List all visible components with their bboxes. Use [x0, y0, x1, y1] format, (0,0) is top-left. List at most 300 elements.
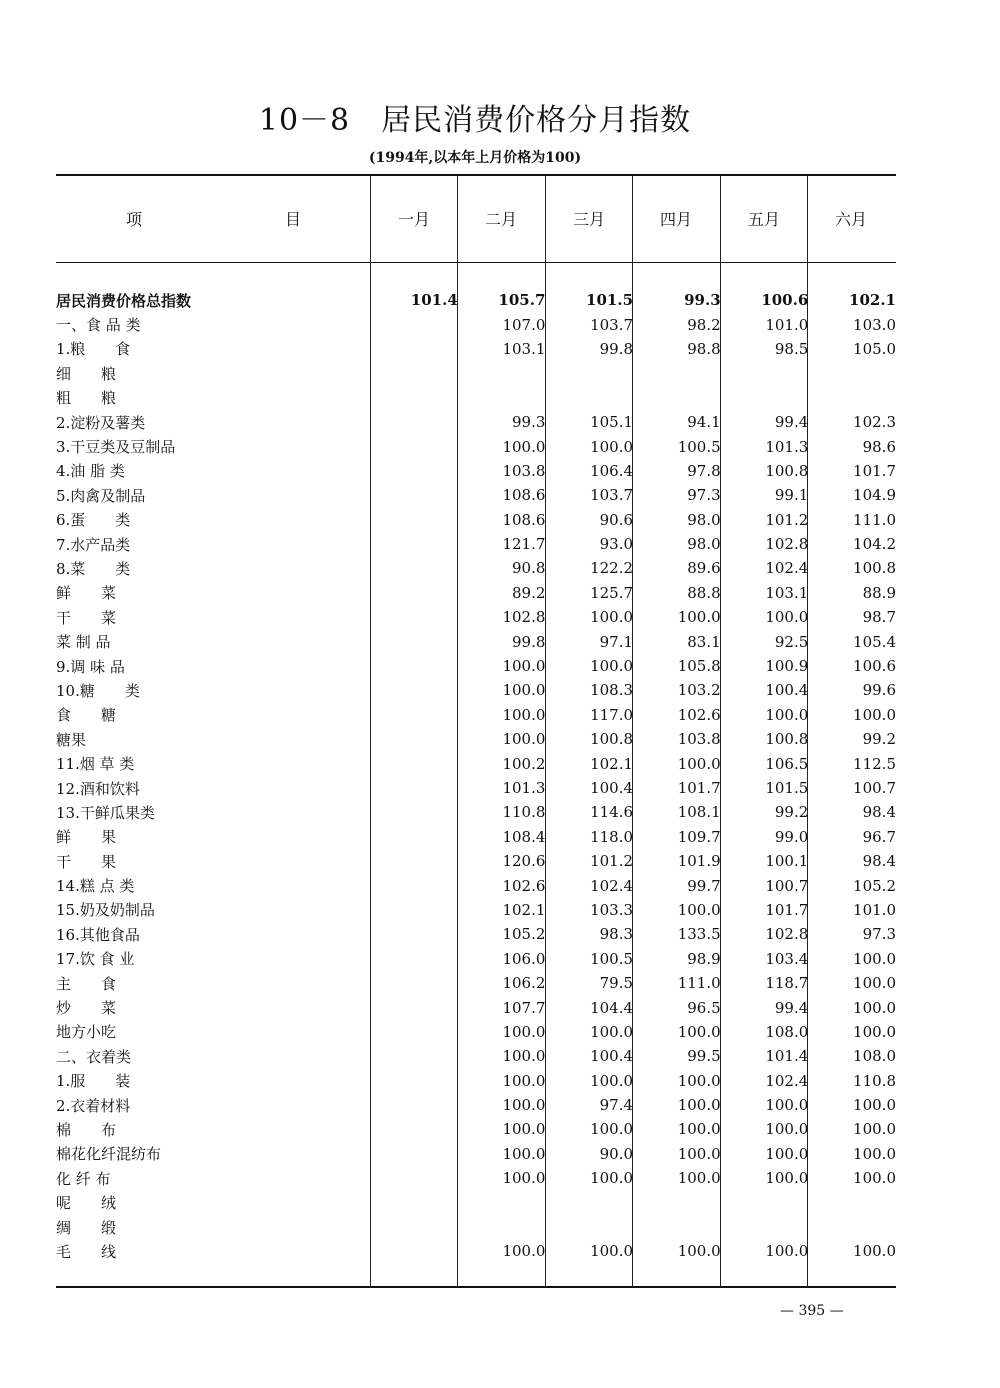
table-row	[56, 288, 896, 312]
cell-month-5: 103.4	[765, 949, 809, 968]
row-label: 糖果	[56, 730, 87, 749]
cell-month-4: 101.7	[677, 779, 721, 797]
table-row	[56, 1190, 896, 1214]
cell-month-1	[370, 556, 458, 580]
cell-month-2: 100.0	[502, 1242, 546, 1261]
cell-month-4: 111.0	[677, 974, 721, 993]
cell-month-6	[808, 1190, 896, 1214]
cell-month-3: 90.6	[599, 510, 634, 529]
cell-month-6: 98.7	[862, 608, 896, 627]
cell-month-5: 100.0	[765, 1144, 809, 1163]
table-row	[56, 459, 896, 483]
table-row	[56, 629, 896, 653]
cell-month-1	[370, 1020, 458, 1044]
cell-month-4: 98.9	[687, 949, 721, 968]
cell-month-5: 101.2	[765, 510, 809, 529]
cell-month-1	[370, 922, 458, 946]
row-label: 2.淀粉及薯类	[56, 413, 146, 432]
cell-month-2: 107.7	[502, 998, 546, 1017]
cell-month-6: 88.9	[862, 583, 896, 602]
cell-month-5: 101.5	[765, 779, 809, 797]
cell-month-3: 100.0	[590, 1242, 634, 1261]
cell-month-6: 100.7	[853, 779, 896, 797]
table-row	[56, 898, 896, 922]
table-row	[56, 703, 896, 727]
cell-month-6: 99.6	[862, 681, 896, 700]
cell-month-1	[370, 654, 458, 678]
cell-month-5: 100.8	[765, 461, 809, 480]
cell-month-2: 105.2	[502, 925, 546, 944]
cell-month-6: 100.0	[853, 1169, 896, 1188]
cell-month-2: 107.0	[502, 315, 546, 334]
cell-month-4: 100.0	[677, 608, 721, 627]
row-label: 二、衣着类	[56, 1047, 132, 1066]
cell-month-1	[370, 386, 458, 410]
cell-month-5: 98.5	[774, 339, 809, 358]
cell-month-1	[370, 1215, 458, 1239]
cell-month-3: 122.2	[590, 559, 634, 578]
cell-month-4: 100.0	[677, 1120, 721, 1139]
cell-month-2: 108.6	[502, 510, 546, 529]
cell-month-3: 125.7	[590, 583, 634, 602]
cell-month-2: 102.1	[502, 900, 546, 919]
table-row	[56, 532, 896, 556]
row-label: 炒 菜	[56, 999, 117, 1018]
cell-month-6: 104.2	[853, 535, 896, 554]
table-row	[56, 361, 896, 385]
row-label: 3.干豆类及豆制品	[56, 438, 176, 457]
cell-month-3	[545, 386, 633, 410]
table-bottom-rule	[56, 1286, 896, 1288]
cell-month-6: 100.0	[853, 998, 896, 1017]
table-row	[56, 922, 896, 946]
cell-month-1	[370, 1239, 458, 1263]
cell-month-6	[808, 386, 896, 410]
cell-month-2: 100.0	[502, 1022, 546, 1041]
row-label: 13.干鲜瓜果类	[56, 803, 155, 822]
cell-month-6: 102.1	[849, 291, 896, 310]
cell-month-3: 103.3	[590, 900, 634, 919]
cell-month-1	[370, 678, 458, 702]
table-row	[56, 556, 896, 580]
cell-month-5: 108.0	[765, 1022, 809, 1041]
cell-month-1	[370, 459, 458, 483]
cell-month-5	[721, 1215, 809, 1239]
row-label: 干 菜	[56, 608, 117, 627]
cell-month-2: 102.6	[502, 876, 546, 895]
cell-month-3: 79.5	[599, 974, 634, 993]
cell-month-2: 100.0	[502, 681, 546, 700]
cell-month-1	[370, 751, 458, 775]
cell-month-2: 100.0	[502, 1047, 546, 1066]
table-row	[56, 727, 896, 751]
cell-month-5: 101.7	[765, 900, 809, 919]
row-label: 菜 制 品	[56, 633, 111, 652]
cell-month-1	[370, 508, 458, 532]
cell-month-6	[808, 1215, 896, 1239]
header-month-4: 四月	[659, 210, 692, 229]
cell-month-2: 103.8	[502, 461, 546, 480]
row-label: 5.肉禽及制品	[56, 486, 146, 505]
row-label: 16.其他食品	[56, 925, 140, 944]
header-month-2: 二月	[484, 210, 517, 229]
cell-month-4: 100.5	[677, 437, 721, 456]
table-row	[56, 1142, 896, 1166]
cell-month-4	[633, 386, 721, 410]
cell-month-3: 100.0	[590, 1022, 634, 1041]
cell-month-2: 103.1	[502, 339, 546, 358]
cell-month-2: 108.6	[502, 486, 546, 505]
row-label: 12.酒和饮料	[56, 779, 140, 798]
cell-month-1	[370, 1044, 458, 1068]
cell-month-5: 118.7	[765, 974, 809, 993]
row-label: 粗 粮	[56, 389, 117, 408]
cell-month-3: 100.0	[590, 1120, 634, 1139]
cell-month-5: 99.4	[774, 413, 809, 432]
table-row	[56, 605, 896, 629]
row-label: 棉 布	[56, 1120, 117, 1139]
table-row	[56, 1044, 896, 1068]
cell-month-5: 100.8	[765, 730, 809, 749]
cell-month-3	[545, 1215, 633, 1239]
cell-month-4: 89.6	[687, 559, 721, 578]
cell-month-5: 100.9	[765, 657, 809, 676]
cell-month-4: 103.2	[677, 681, 721, 700]
cell-month-2: 100.2	[502, 754, 546, 773]
cell-month-1	[370, 1093, 458, 1117]
cell-month-4: 99.3	[684, 291, 721, 310]
cell-month-5: 100.0	[765, 705, 809, 724]
cell-month-2	[458, 1215, 546, 1239]
row-label: 1.服 装	[56, 1072, 131, 1091]
header-item-right: 目	[285, 210, 302, 229]
cell-month-3	[545, 361, 633, 385]
cell-month-5: 100.0	[765, 608, 809, 627]
cell-month-3: 103.7	[590, 315, 634, 334]
row-label: 鲜 果	[56, 828, 117, 847]
cell-month-3: 100.0	[590, 1071, 634, 1090]
table-row	[56, 947, 896, 971]
row-label: 呢 绒	[56, 1194, 117, 1213]
row-label: 主 食	[56, 974, 117, 993]
cell-month-6: 111.0	[853, 510, 896, 529]
cell-month-6: 101.0	[853, 900, 896, 919]
cell-month-4: 102.6	[677, 705, 721, 724]
cell-month-5: 101.0	[765, 315, 809, 334]
cell-month-6: 97.3	[862, 925, 896, 944]
cell-month-5: 102.8	[765, 535, 809, 554]
cell-month-6: 99.2	[862, 730, 896, 749]
cell-month-5: 100.4	[765, 681, 809, 700]
cell-month-3: 97.1	[599, 632, 634, 651]
cell-month-5: 101.4	[765, 1047, 809, 1066]
cell-month-3: 98.3	[599, 925, 634, 944]
cell-month-3	[545, 1190, 633, 1214]
row-label: 干 果	[56, 852, 117, 871]
row-label: 6.蛋 类	[56, 511, 131, 530]
row-label: 9.调 味 品	[56, 657, 125, 676]
cell-month-6: 101.7	[853, 461, 896, 480]
cell-month-4: 100.0	[677, 900, 721, 919]
cell-month-1: 101.4	[410, 291, 458, 310]
cell-month-5: 102.4	[765, 559, 809, 578]
table-row	[56, 1239, 896, 1263]
cell-month-6: 100.0	[853, 1120, 896, 1139]
cell-month-2: 100.0	[502, 705, 546, 724]
row-label: 14.糕 点 类	[56, 877, 135, 896]
cell-month-1	[370, 410, 458, 434]
row-label: 7.水产品类	[56, 535, 131, 554]
cell-month-5: 100.0	[765, 1169, 809, 1188]
cell-month-4: 133.5	[677, 925, 721, 944]
cell-month-3: 103.7	[590, 486, 634, 505]
cell-month-3: 117.0	[590, 705, 634, 724]
cell-month-5: 102.4	[765, 1071, 809, 1090]
cell-month-5: 100.0	[765, 1096, 809, 1115]
cell-month-6: 98.6	[862, 437, 896, 456]
cell-month-5: 99.4	[774, 998, 809, 1017]
row-label: 11.烟 草 类	[56, 755, 135, 774]
cell-month-4: 98.0	[687, 535, 721, 554]
cell-month-1	[370, 1190, 458, 1214]
cell-month-3: 105.1	[590, 413, 634, 432]
cell-month-5: 100.0	[765, 1120, 809, 1139]
cell-month-6: 105.0	[853, 339, 896, 358]
cell-month-1	[370, 703, 458, 727]
table-row	[56, 1166, 896, 1190]
cell-month-2: 106.0	[502, 949, 546, 968]
cell-month-6: 103.0	[853, 315, 896, 334]
cell-month-3: 102.4	[590, 876, 634, 895]
row-label: 1.粮 食	[56, 340, 131, 359]
cell-month-4: 97.3	[687, 486, 721, 505]
cell-month-4: 88.8	[687, 583, 721, 602]
cell-month-5: 101.3	[765, 437, 809, 456]
table-row	[56, 971, 896, 995]
cell-month-4: 94.1	[687, 413, 721, 432]
table-row	[56, 581, 896, 605]
cell-month-1	[370, 629, 458, 653]
row-label: 2.衣着材料	[56, 1096, 131, 1115]
table-row	[56, 508, 896, 532]
table-row	[56, 312, 896, 336]
row-label: 棉花化纤混纺布	[56, 1145, 162, 1164]
cell-month-5: 99.2	[774, 803, 809, 822]
cell-month-1	[370, 825, 458, 849]
cell-month-2: 100.0	[502, 730, 546, 749]
table-row	[56, 776, 896, 800]
row-label: 地方小吃	[56, 1023, 117, 1042]
cell-month-1	[370, 312, 458, 336]
cell-month-4: 100.0	[677, 754, 721, 773]
table-row	[56, 337, 896, 361]
row-label: 15.奶及奶制品	[56, 901, 155, 920]
cell-month-1	[370, 1069, 458, 1093]
cell-month-1	[370, 361, 458, 385]
cell-month-2	[458, 386, 546, 410]
cell-month-2: 106.2	[502, 974, 546, 993]
cell-month-3: 100.4	[590, 779, 634, 797]
cell-month-3: 100.0	[590, 1169, 634, 1188]
cell-month-2: 108.4	[502, 827, 546, 846]
cell-month-2	[458, 361, 546, 385]
cell-month-6: 100.0	[853, 974, 896, 993]
cell-month-5	[721, 1190, 809, 1214]
cell-month-4	[633, 1215, 721, 1239]
price-index-table	[56, 288, 896, 1264]
header-bottom-rule	[56, 262, 896, 263]
cell-month-6: 100.6	[853, 657, 896, 676]
cell-month-4: 96.5	[687, 998, 721, 1017]
table-row	[56, 751, 896, 775]
row-label: 化 纤 布	[56, 1169, 111, 1188]
cell-month-6	[808, 361, 896, 385]
cell-month-3: 101.2	[590, 852, 634, 871]
cell-month-4	[633, 361, 721, 385]
cell-month-5: 100.0	[765, 1242, 809, 1261]
table-row	[56, 849, 896, 873]
cell-month-1	[370, 849, 458, 873]
row-label: 绸 缎	[56, 1218, 117, 1237]
cell-month-4: 100.0	[677, 1169, 721, 1188]
cell-month-1	[370, 727, 458, 751]
cell-month-1	[370, 1117, 458, 1141]
cell-month-4: 105.8	[677, 657, 721, 676]
header-month-1: 一月	[397, 210, 430, 229]
cell-month-3: 101.5	[586, 291, 634, 310]
cell-month-4: 97.8	[687, 461, 721, 480]
cell-month-2: 100.0	[502, 657, 546, 676]
cell-month-1	[370, 1166, 458, 1190]
cell-month-2: 100.0	[502, 1120, 546, 1139]
cell-month-1	[370, 947, 458, 971]
table-row	[56, 654, 896, 678]
cell-month-3: 118.0	[590, 827, 634, 846]
cell-month-6: 100.0	[853, 1144, 896, 1163]
cell-month-4: 100.0	[677, 1242, 721, 1261]
header-month-3: 三月	[572, 210, 605, 229]
table-row	[56, 873, 896, 897]
cell-month-4: 101.9	[677, 852, 721, 871]
cell-month-1	[370, 1142, 458, 1166]
table-row	[56, 1117, 896, 1141]
cell-month-3: 104.4	[590, 998, 634, 1017]
row-label: 一、食 品 类	[56, 316, 141, 335]
cell-month-2: 100.0	[502, 1169, 546, 1188]
cell-month-6: 98.4	[862, 803, 896, 822]
row-label: 毛 线	[56, 1242, 117, 1261]
table-row	[56, 800, 896, 824]
cell-month-2: 120.6	[502, 852, 546, 871]
cell-month-3: 93.0	[599, 535, 634, 554]
cell-month-6: 105.4	[853, 632, 896, 651]
row-label: 8.菜 类	[56, 559, 131, 578]
cell-month-2: 100.0	[502, 437, 546, 456]
header-month-6: 六月	[834, 210, 867, 229]
cell-month-2: 100.0	[502, 1144, 546, 1163]
cell-month-2: 90.8	[512, 559, 546, 578]
cell-month-6: 100.0	[853, 705, 896, 724]
cell-month-1	[370, 898, 458, 922]
cell-month-5: 99.1	[774, 486, 809, 505]
cell-month-4	[633, 1190, 721, 1214]
cell-month-5: 106.5	[765, 754, 809, 773]
cell-month-1	[370, 337, 458, 361]
cell-month-5: 102.8	[765, 925, 809, 944]
cell-month-5	[721, 361, 809, 385]
cell-month-1	[370, 800, 458, 824]
cell-month-5	[721, 386, 809, 410]
page-title: 10－8 居民消费价格分月指数	[258, 103, 692, 138]
row-label: 17.饮 食 业	[56, 950, 135, 969]
cell-month-6: 100.0	[853, 1022, 896, 1041]
cell-month-3: 99.8	[599, 339, 634, 358]
cell-month-5: 100.6	[761, 291, 809, 310]
cell-month-2: 99.3	[512, 413, 546, 432]
cell-month-4: 103.8	[677, 730, 721, 749]
cell-month-4: 98.2	[687, 315, 721, 334]
page-number: — 395 —	[780, 1303, 844, 1319]
cell-month-5: 100.7	[765, 876, 809, 895]
cell-month-5: 99.0	[774, 827, 809, 846]
row-label: 食 糖	[56, 706, 117, 725]
table-row	[56, 1215, 896, 1239]
cell-month-2: 121.7	[502, 535, 546, 554]
cell-month-2: 100.0	[502, 1071, 546, 1090]
row-label: 4.油 脂 类	[56, 462, 125, 481]
cell-month-1	[370, 776, 458, 800]
cell-month-3: 100.4	[590, 1047, 634, 1066]
cell-month-3: 100.0	[590, 437, 634, 456]
cell-month-3: 90.0	[599, 1144, 634, 1163]
table-top-rule	[56, 174, 896, 176]
table-row	[56, 434, 896, 458]
cell-month-1	[370, 434, 458, 458]
cell-month-2: 99.8	[512, 632, 546, 651]
table-row	[56, 1069, 896, 1093]
cell-month-4: 109.7	[677, 827, 721, 846]
cell-month-1	[370, 483, 458, 507]
cell-month-6: 96.7	[862, 827, 896, 846]
cell-month-3: 102.1	[590, 754, 634, 773]
cell-month-1	[370, 873, 458, 897]
cell-month-4: 108.1	[677, 803, 721, 822]
table-row	[56, 678, 896, 702]
table-row	[56, 1020, 896, 1044]
cell-month-6: 100.0	[853, 1096, 896, 1115]
page-subtitle: (1994年,以本年上月价格为100)	[368, 150, 582, 166]
cell-month-6: 100.8	[853, 559, 896, 578]
cell-month-4: 100.0	[677, 1022, 721, 1041]
table-row	[56, 386, 896, 410]
cell-month-2: 110.8	[502, 803, 546, 822]
cell-month-1	[370, 581, 458, 605]
table-row	[56, 995, 896, 1019]
row-label: 细 粮	[56, 364, 117, 383]
cell-month-3: 100.8	[590, 730, 634, 749]
cell-month-6: 110.8	[853, 1071, 896, 1090]
cell-month-5: 92.5	[774, 632, 809, 651]
cell-month-2	[458, 1190, 546, 1214]
table-row	[56, 483, 896, 507]
cell-month-1	[370, 532, 458, 556]
row-label: 鲜 菜	[56, 584, 117, 603]
cell-month-3: 97.4	[599, 1096, 634, 1115]
header-item-left: 项	[126, 210, 143, 229]
cell-month-2: 105.7	[498, 291, 546, 310]
cell-month-6: 100.0	[853, 949, 896, 968]
cell-month-3: 100.5	[590, 949, 634, 968]
